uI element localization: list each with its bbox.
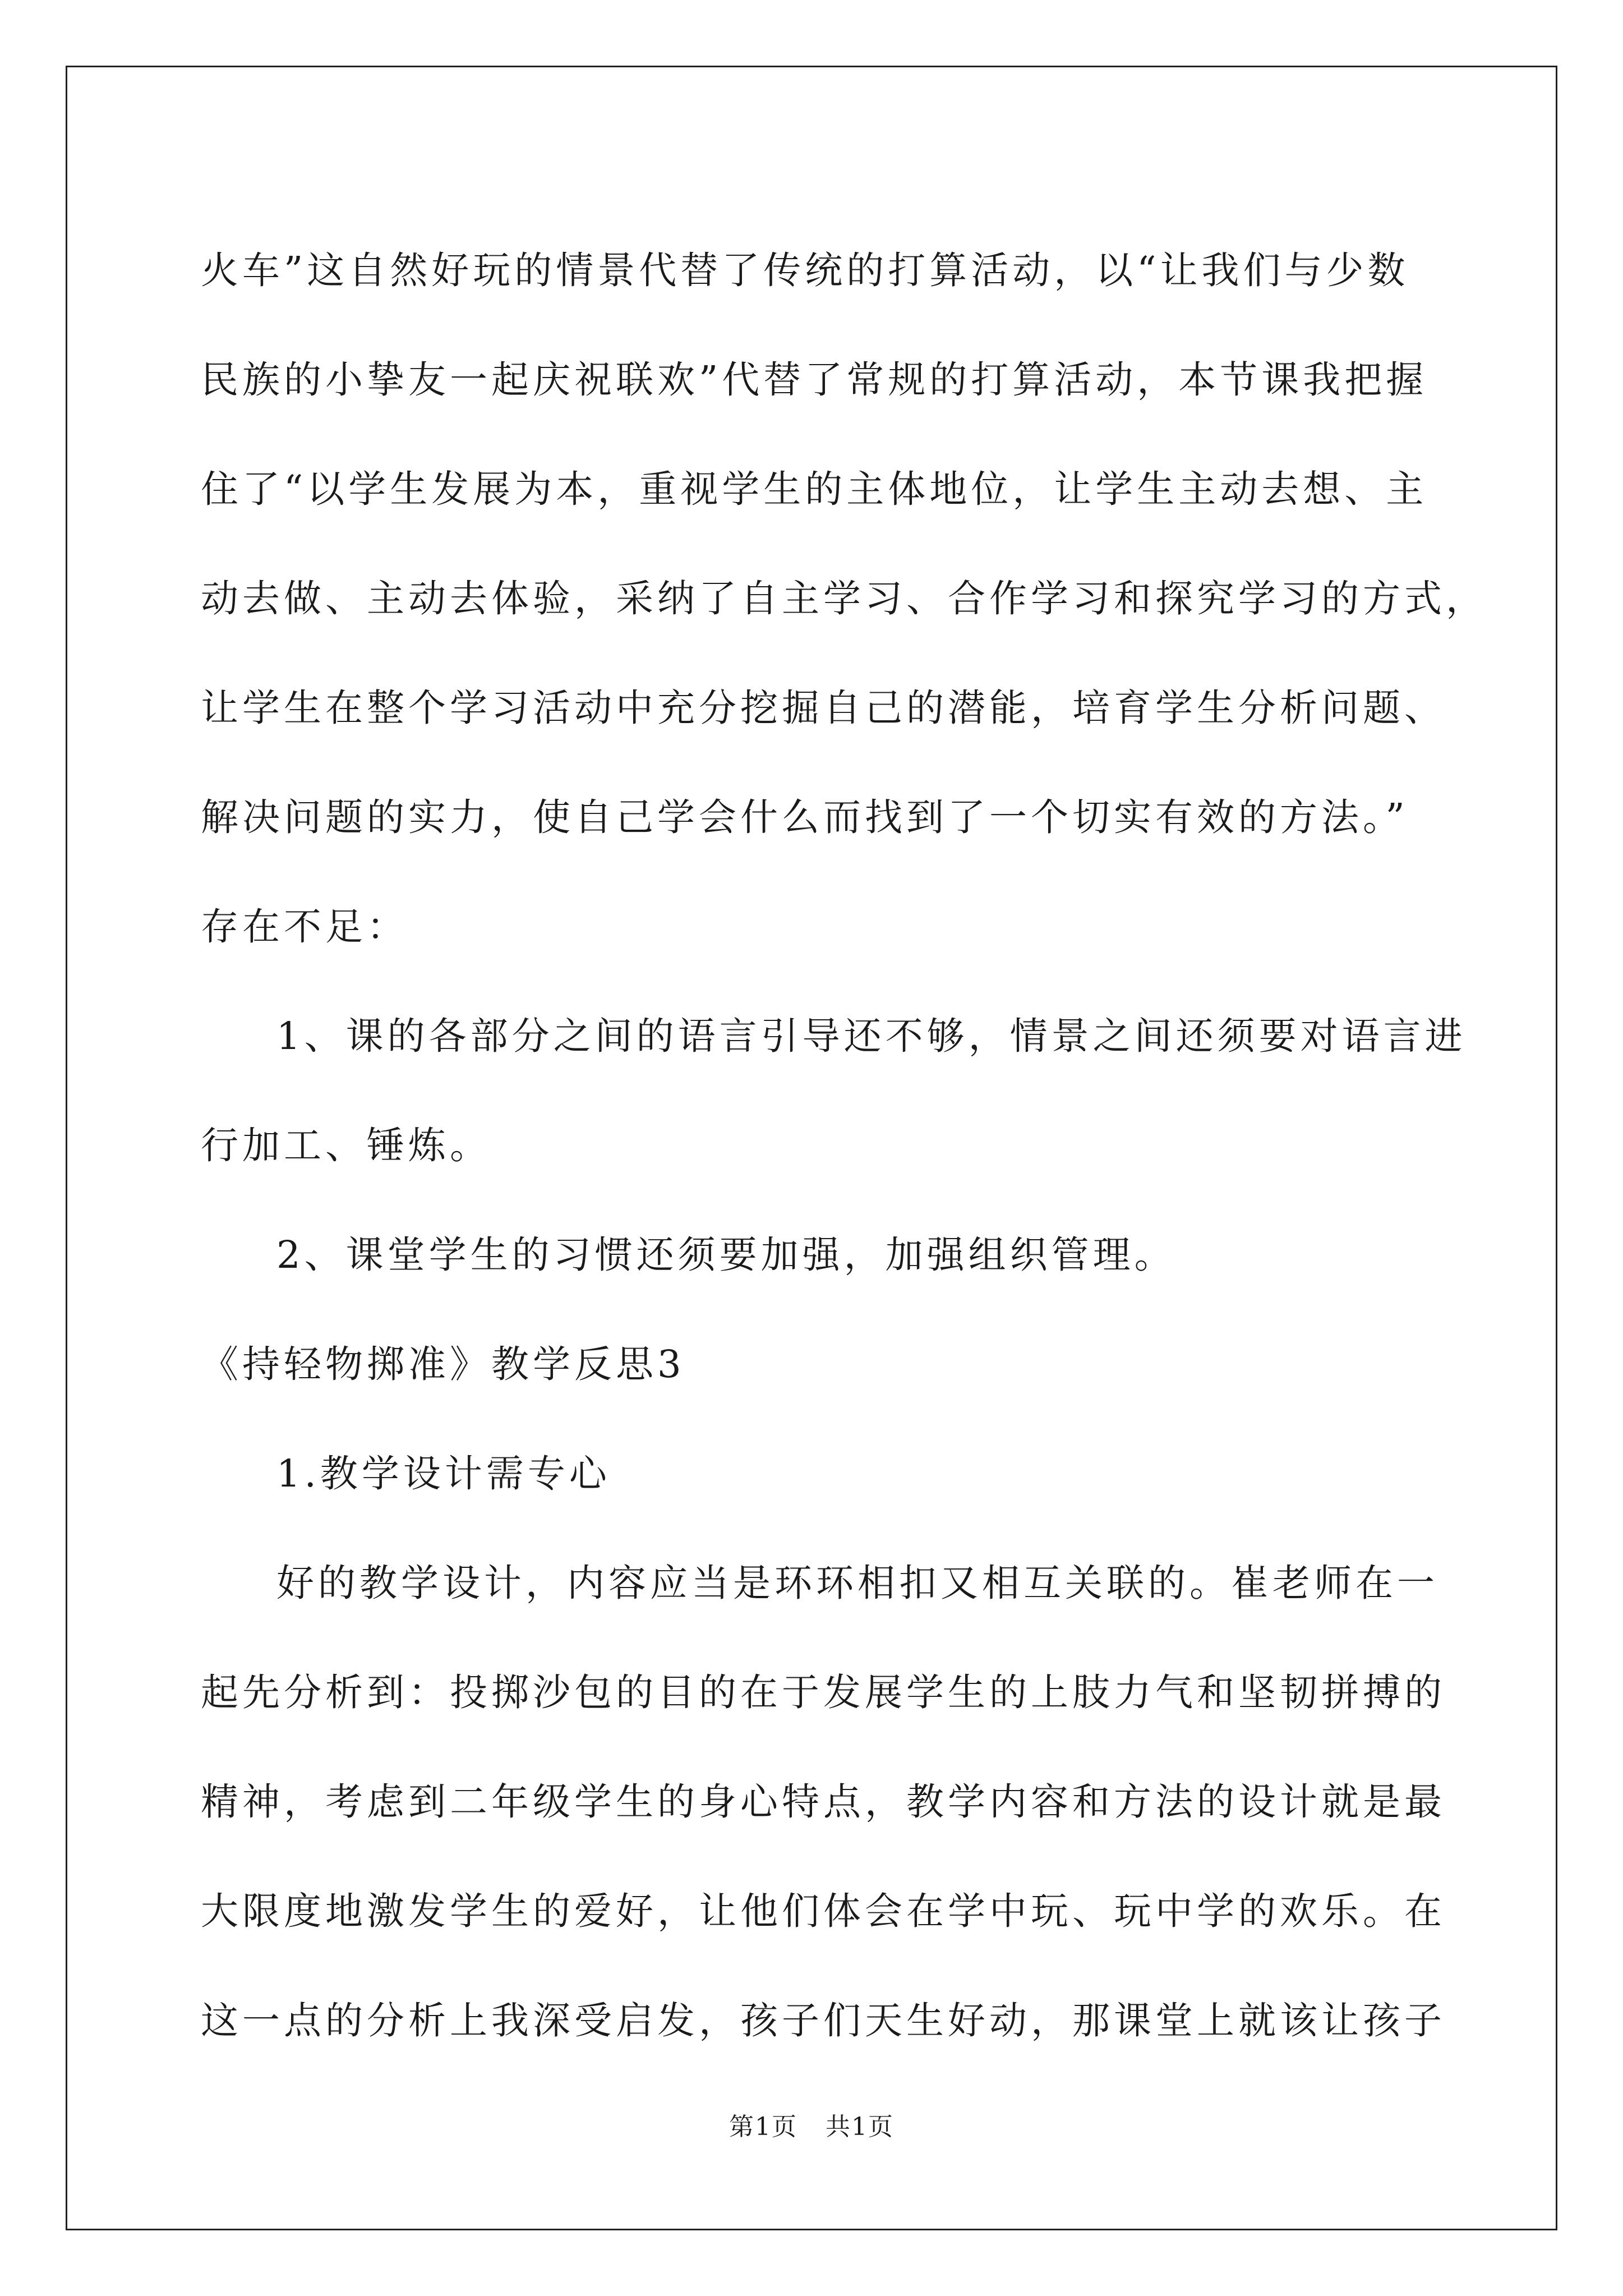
text-line: 动去做、主动去体验，采纳了自主学习、合作学习和探究学习的方式， (201, 577, 1487, 620)
text-line: 1、课的各部分之间的语言引导还不够，情景之间还须要对语言进 (276, 1014, 1467, 1058)
page-number: 第1页 (729, 2113, 797, 2141)
text-line: 《持轻物掷准》教学反思3 (201, 1342, 685, 1386)
text-line: 住了“以学生发展为本，重视学生的主体地位，让学生主动去想、主 (201, 467, 1428, 511)
page-footer (0, 2106, 1623, 2142)
text-line: 好的教学设计，内容应当是环环相扣又相互关联的。崔老师在一 (276, 1561, 1438, 1605)
text-line: 民族的小挚友一起庆祝联欢”代替了常规的打算活动，本节课我把握 (201, 358, 1428, 402)
text-line: 解决问题的实力，使自己学会什么而找到了一个切实有效的方法。” (201, 795, 1409, 839)
text-line: 这一点的分析上我深受启发，孩子们天生好动，那课堂上就该让孩子 (201, 1999, 1446, 2042)
text-line: 大限度地激发学生的爱好，让他们体会在学中玩、玩中学的欢乐。在 (201, 1889, 1446, 1933)
text-line: 1.教学设计需专心 (276, 1452, 611, 1496)
text-line: 精神，考虑到二年级学生的身心特点，教学内容和方法的设计就是最 (201, 1780, 1446, 1824)
text-line: 起先分析到：投掷沙包的目的在于发展学生的上肢力气和坚韧拼搏的 (201, 1671, 1446, 1714)
text-line: 行加工、锤炼。 (201, 1124, 491, 1167)
text-line: 火车”这自然好玩的情景代替了传统的打算活动，以“让我们与少数 (201, 249, 1409, 292)
document-body (201, 216, 1487, 2076)
text-line: 让学生在整个学习活动中充分挖掘自己的潜能，培育学生分析问题、 (201, 686, 1446, 730)
text-line: 2、课堂学生的习惯还须要加强，加强组织管理。 (276, 1233, 1176, 1277)
text-line: 存在不足： (201, 905, 408, 949)
page-total: 共1页 (826, 2113, 894, 2141)
